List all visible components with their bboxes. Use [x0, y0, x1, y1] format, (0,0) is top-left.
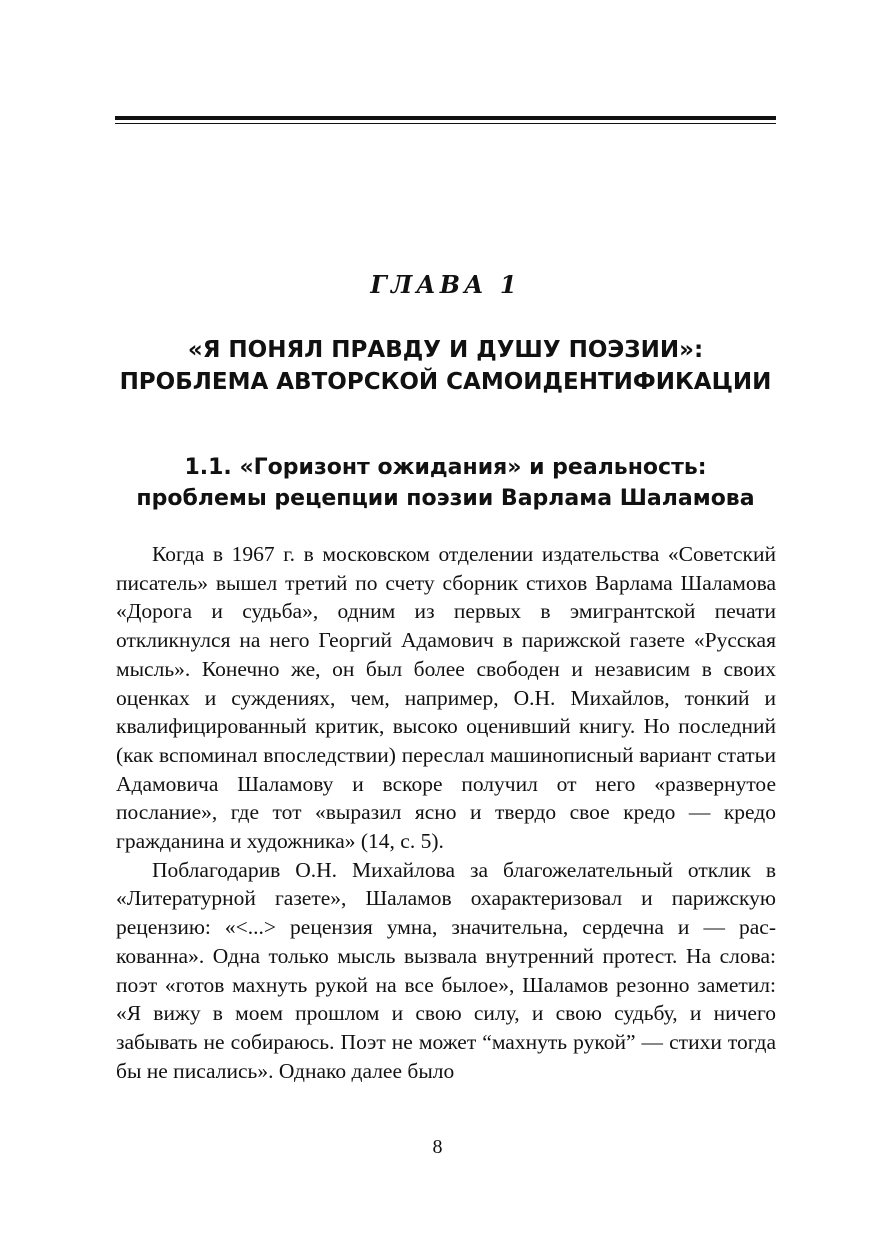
section-title-line: 1.1. «Горизонт ожидания» и реальность: [184, 455, 707, 480]
header-rule-thin [115, 123, 776, 124]
page-number: 8 [432, 1136, 443, 1158]
section-title-line: проблемы рецепции поэзии Варлама Шаламова [136, 486, 755, 511]
header-rule-thick [115, 116, 776, 120]
paragraph: Когда в 1967 г. в московском отделении издательства «Советский писатель» вышел третий по счету сборник стихов Варлама Шаламова «Дорога и судьба», одним из первых в эмигрантской печати откликнулся на него Георгий Адамович в парижской газете «Русская мысль». Конечно же, он был более свободен и независим в своих оценках и суждениях, чем, например, О.Н. Михайлов, тонкий и квалифицированный критик, высоко оценивший книгу. Но последний (как вспоминал впоследствии) переслал машинописный вариант статьи Адамовича Шаламову и вскоре получил от него «развернутое послание», где тот «выразил ясно и твердо свое кредо — кредо гражданина и художника» (14, с. 5). [116, 542, 776, 854]
chapter-title-line: «Я ПОНЯЛ ПРАВДУ И ДУШУ ПОЭЗИИ»: [187, 337, 704, 363]
paragraph: Поблагодарив О.Н. Михайлова за благожелательный отклик в «Литературной газете», Шаламов охарактеризовал и парижскую рецензию: «<...> рецензия умна, значительна, сердечна и — раскованна». Одна только мысль вызвала внутренний протест. На слова: поэт «готов махнуть рукой на все былое», Шаламов резонно заметил: «Я вижу в моем прошлом и свою силу, и свою судьбу, и ничего забывать не собираюсь. Поэт не может “махнуть рукой” — стихи тогда бы не писались». Однако далее было [116, 857, 776, 1083]
section-title [100, 452, 791, 514]
chapter-label: ГЛАВА 1 [370, 270, 521, 299]
chapter-title [100, 334, 791, 398]
body-text [116, 540, 776, 1085]
chapter-title-line: ПРОБЛЕМА АВТОРСКОЙ САМОИДЕНТИФИКАЦИИ [119, 369, 772, 395]
